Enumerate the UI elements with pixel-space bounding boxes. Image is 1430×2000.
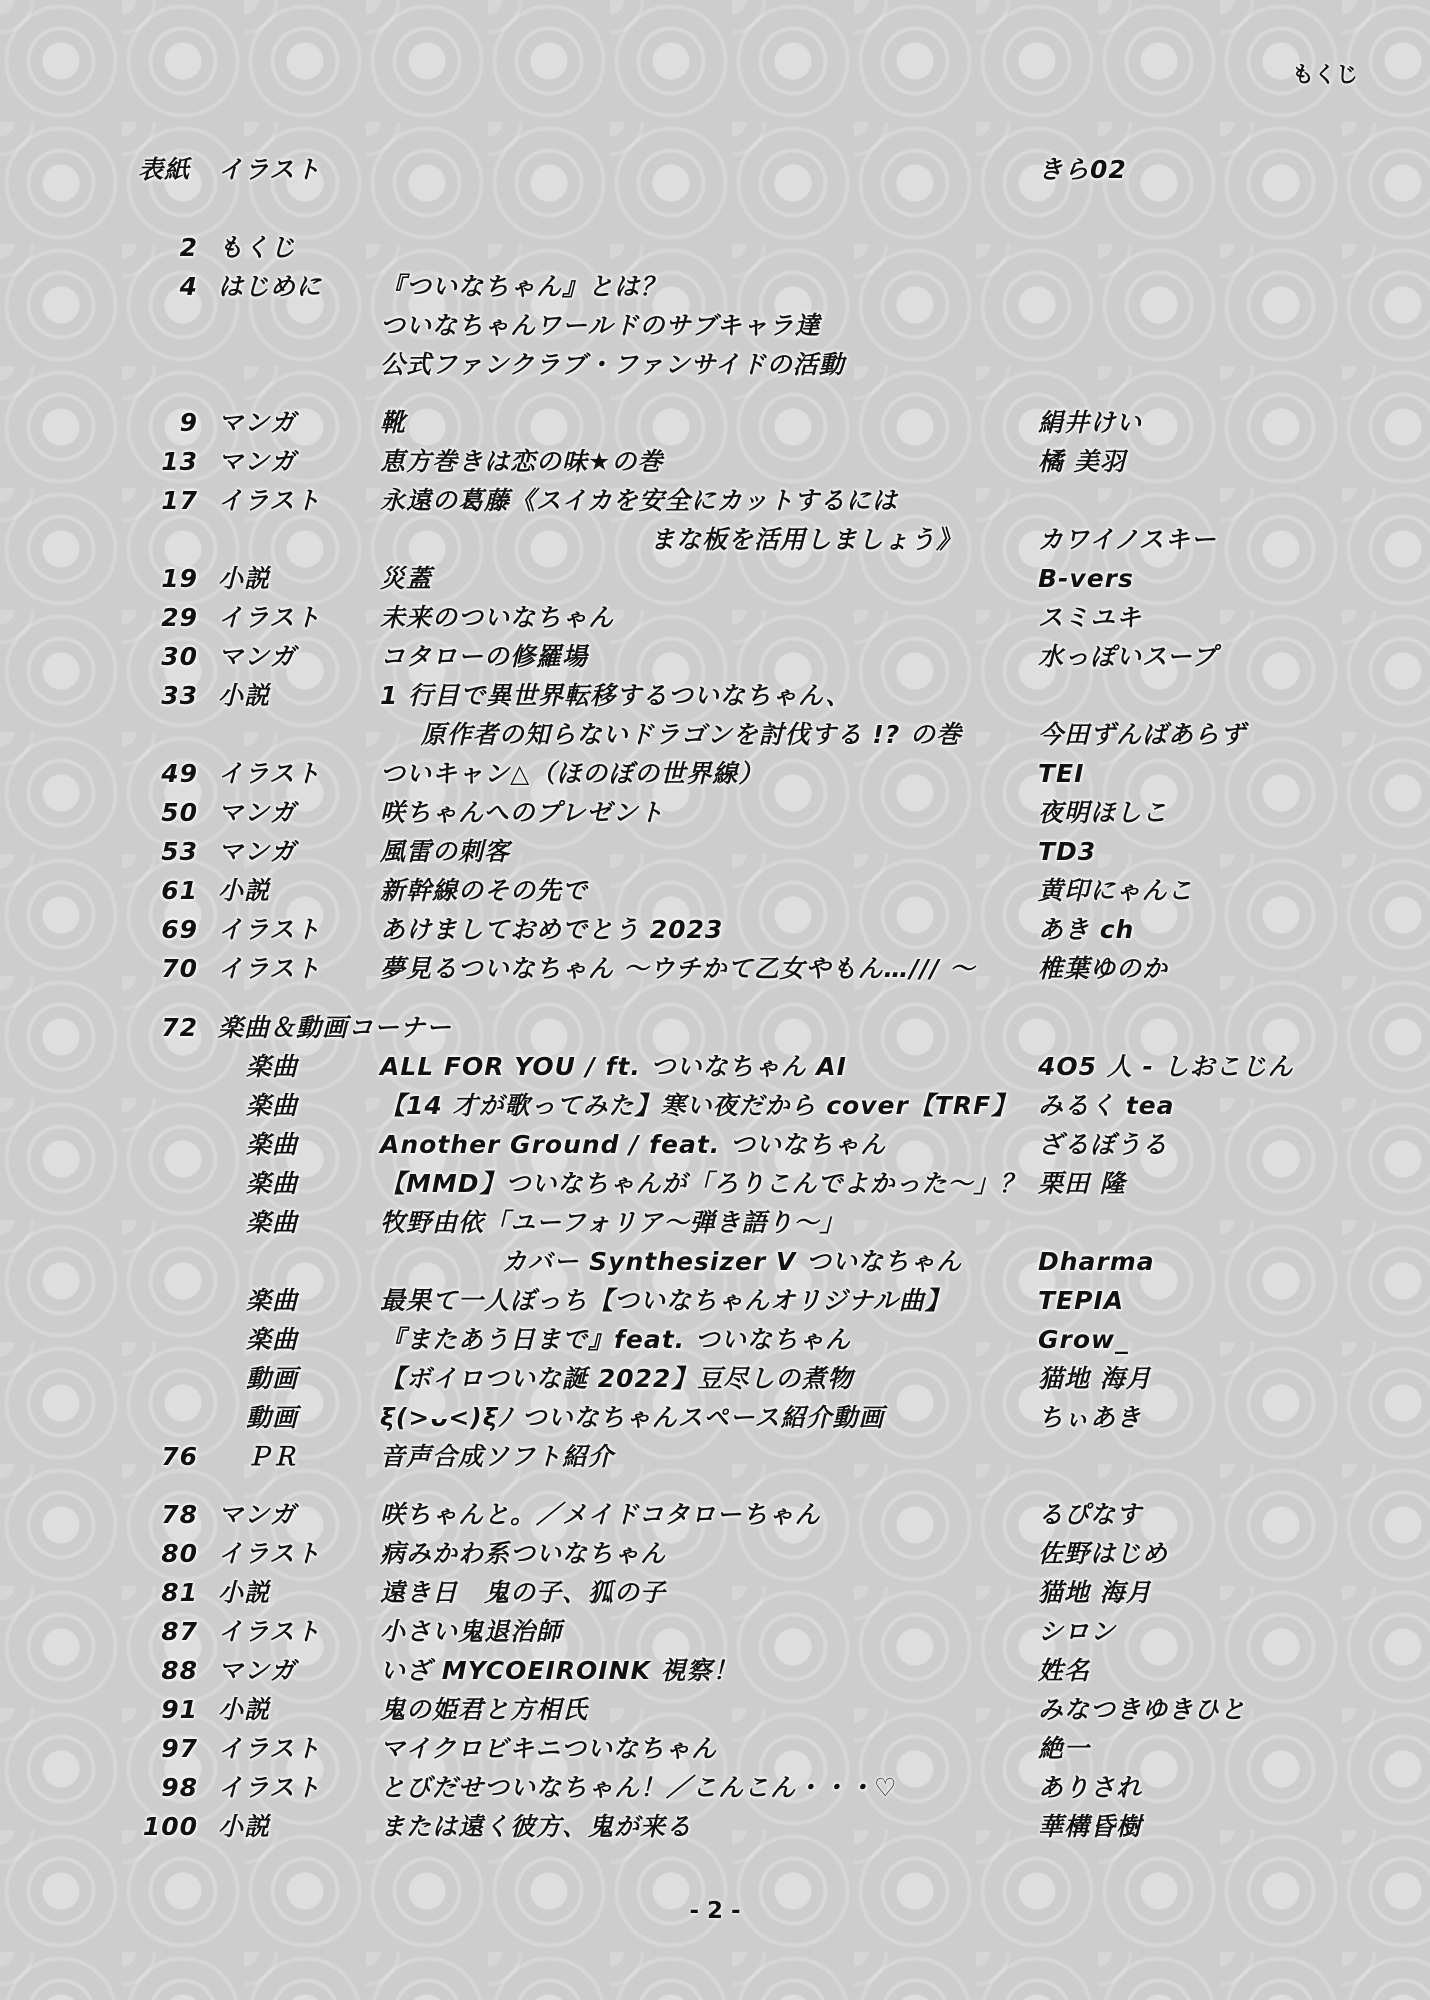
entry-title: とびだせついなちゃん！／こんこん・・・♡: [380, 1773, 898, 1802]
cover-author: きら02: [1038, 155, 1127, 184]
entry-author: 佐野はじめ: [1038, 1539, 1169, 1568]
entry-author: TEI: [1038, 759, 1085, 788]
entry-author: 椎葉ゆのか: [1038, 954, 1169, 983]
toc-row: [0, 873, 1430, 909]
toc-row: [0, 1770, 1430, 1806]
entry-title: ついキャン△（ほのぼの世界線）: [380, 759, 765, 788]
toc-row: [0, 1575, 1430, 1611]
entry-title: 『ついなちゃん』とは？: [380, 272, 667, 301]
entry-title: 咲ちゃんと。／メイドコタローちゃん: [380, 1500, 821, 1529]
toc-row: [0, 756, 1430, 792]
entry-title: 音声合成ソフト紹介: [380, 1442, 615, 1471]
toc-row: [0, 1088, 1430, 1124]
page-number: 19: [161, 564, 198, 593]
toc-row: [0, 1809, 1430, 1845]
category-label: イラスト: [218, 759, 322, 788]
category-label: 動画: [246, 1364, 299, 1393]
category-label: 楽曲: [246, 1169, 299, 1198]
entry-title: 原作者の知らないドラゴンを討伐する !? の巻: [420, 720, 962, 749]
toc-row-continuation: [0, 347, 1430, 383]
category-label: 楽曲: [246, 1130, 299, 1159]
category-label: もくじ: [218, 233, 297, 262]
toc-row: [0, 834, 1430, 870]
toc-row: [0, 1361, 1430, 1397]
page-number: 78: [161, 1500, 198, 1529]
category-label: 小説: [218, 876, 271, 905]
entry-title: 【ボイロついな誕 2022】豆尽しの煮物: [380, 1364, 854, 1393]
toc-row: [0, 269, 1430, 305]
page-number: 13: [161, 447, 198, 476]
entry-title: 『またあう日まで』feat. ついなちゃん: [380, 1325, 851, 1354]
category-label: 楽曲: [246, 1286, 299, 1315]
entry-author: スミユキ: [1038, 603, 1143, 632]
category-label: イラスト: [218, 1773, 322, 1802]
entry-author: ちぃあき: [1038, 1403, 1143, 1432]
category-label: マンガ: [218, 1500, 297, 1529]
category-label: 楽曲: [246, 1208, 299, 1237]
entry-author: 絶一: [1038, 1734, 1091, 1763]
entry-author: 夜明ほしこ: [1038, 798, 1169, 827]
entry-author: 水っぽいスープ: [1038, 642, 1218, 671]
page-number: 53: [161, 837, 198, 866]
entry-title: 公式ファンクラブ・ファンサイドの活動: [380, 350, 845, 379]
entry-title: 靴: [380, 408, 407, 437]
cover-category: イラスト: [218, 155, 322, 184]
page-number: 80: [161, 1539, 198, 1568]
entry-author: 姓名: [1038, 1656, 1091, 1685]
entry-title: 未来のついなちゃん: [380, 603, 615, 632]
entry-title: Another Ground / feat. ついなちゃん: [380, 1130, 886, 1159]
category-label: イラスト: [218, 603, 322, 632]
page-number: 50: [161, 798, 198, 827]
page-number: 72: [161, 1013, 198, 1042]
entry-title: 風雷の刺客: [380, 837, 511, 866]
entry-author: 橘 美羽: [1038, 447, 1126, 476]
entry-author: 栗田 隆: [1038, 1169, 1126, 1198]
entry-author: ありされ: [1038, 1773, 1143, 1802]
toc-row: [0, 639, 1430, 675]
page-number: 2: [179, 233, 198, 262]
entry-author: みるく tea: [1038, 1091, 1175, 1120]
entry-title: ついなちゃんワールドのサブキャラ達: [380, 311, 821, 340]
category-label: マンガ: [218, 798, 297, 827]
entry-title: ALL FOR YOU / ft. ついなちゃん AI: [380, 1052, 847, 1081]
toc-row: [0, 1497, 1430, 1533]
toc-row: [0, 912, 1430, 948]
toc-row: [0, 678, 1430, 714]
category-label: 楽曲: [246, 1052, 299, 1081]
toc-row: [0, 1166, 1430, 1202]
category-label: マンガ: [218, 1656, 297, 1685]
entry-title: 牧野由依「ユーフォリア〜弾き語り〜」: [380, 1208, 846, 1237]
section-label: 楽曲＆動画コーナー: [218, 1013, 453, 1042]
entry-author: カワイノスキー: [1038, 525, 1217, 554]
entry-author: るぴなす: [1038, 1500, 1143, 1529]
entry-author: みなつきゆきひと: [1038, 1695, 1247, 1724]
page-number: 61: [161, 876, 198, 905]
toc-row: [0, 1692, 1430, 1728]
toc-row: [0, 1439, 1430, 1475]
entry-author: 猫地 海月: [1038, 1364, 1152, 1393]
entry-author: あき ch: [1038, 915, 1135, 944]
category-label: マンガ: [218, 447, 297, 476]
page-number: 87: [161, 1617, 198, 1646]
page-number: 33: [161, 681, 198, 710]
category-label: 小説: [218, 1578, 271, 1607]
toc-row: [0, 405, 1430, 441]
page-number: 70: [161, 954, 198, 983]
page-number: 17: [161, 486, 198, 515]
page-number: 100: [142, 1812, 198, 1841]
toc-section-row: [0, 1010, 1430, 1046]
toc-cover-row: [0, 152, 1430, 188]
category-label: イラスト: [218, 1617, 322, 1646]
category-label: 小説: [218, 1695, 271, 1724]
toc-row: [0, 1283, 1430, 1319]
entry-title: 新幹線のその先で: [380, 876, 589, 905]
entry-author: 猫地 海月: [1038, 1578, 1152, 1607]
entry-title: あけましておめでとう 2023: [380, 915, 724, 944]
page-number: 49: [161, 759, 198, 788]
category-label: 動画: [246, 1403, 299, 1432]
entry-title: 1 行目で異世界転移するついなちゃん、: [380, 681, 852, 710]
category-label: 楽曲: [246, 1325, 299, 1354]
page-number: 76: [161, 1442, 198, 1471]
toc-row: [0, 1400, 1430, 1436]
entry-author: 絹井けい: [1038, 408, 1143, 437]
toc-row: [0, 1205, 1430, 1241]
toc-row: [0, 561, 1430, 597]
toc-row-continuation: [0, 308, 1430, 344]
page-number: 91: [161, 1695, 198, 1724]
category-label: イラスト: [218, 1734, 322, 1763]
entry-title: 小さい鬼退治師: [380, 1617, 563, 1646]
page-number: 9: [179, 408, 198, 437]
entry-author: B-vers: [1038, 564, 1134, 593]
toc-row: [0, 230, 1430, 266]
page-number: 69: [161, 915, 198, 944]
entry-author: シロン: [1038, 1617, 1117, 1646]
toc-row: [0, 1127, 1430, 1163]
page-number: 97: [161, 1734, 198, 1763]
toc-row-continuation: [0, 717, 1430, 753]
toc-row: [0, 1536, 1430, 1572]
toc-row: [0, 951, 1430, 987]
page-number: 88: [161, 1656, 198, 1685]
entry-author: TEPIA: [1038, 1286, 1125, 1315]
entry-title: 咲ちゃんへのプレゼント: [380, 798, 665, 827]
entry-title: 夢見るついなちゃん 〜ウチかて乙女やもん…/// 〜: [380, 954, 976, 983]
entry-title: 永遠の葛藤《スイカを安全にカットするには: [380, 486, 898, 515]
category-label: はじめに: [218, 272, 323, 301]
page-number: 98: [161, 1773, 198, 1802]
entry-author: Grow_: [1038, 1325, 1129, 1354]
category-label: マンガ: [218, 837, 297, 866]
category-label: イラスト: [218, 486, 322, 515]
entry-title: マイクロビキニついなちゃん: [380, 1734, 718, 1763]
category-label: イラスト: [218, 954, 322, 983]
toc-row: [0, 1322, 1430, 1358]
entry-title: 恵方巻きは恋の味★の巻: [380, 447, 664, 476]
toc-row: [0, 483, 1430, 519]
page-section-label: もくじ: [1291, 63, 1358, 88]
entry-title: 鬼の姫君と方相氏: [380, 1695, 589, 1724]
category-label: 小説: [218, 564, 271, 593]
entry-title: または遠く彼方、鬼が来る: [380, 1812, 693, 1841]
toc-row: [0, 1653, 1430, 1689]
toc-row: [0, 600, 1430, 636]
toc-row: [0, 444, 1430, 480]
category-label: 小説: [218, 1812, 271, 1841]
entry-title: 【14 才が歌ってみた】寒い夜だから cover【TRF】: [380, 1091, 1018, 1120]
page-number: 81: [161, 1578, 198, 1607]
toc-row: [0, 1049, 1430, 1085]
toc-row: [0, 795, 1430, 831]
entry-author: ざるぼうる: [1038, 1130, 1169, 1159]
toc-row-continuation: [0, 1244, 1430, 1280]
entry-title: 病みかわ系ついなちゃん: [380, 1539, 667, 1568]
category-label: マンガ: [218, 642, 297, 671]
entry-title: 災蓋: [380, 564, 433, 593]
footer-page-number: - 2 -: [689, 1898, 741, 1924]
category-label: イラスト: [218, 1539, 322, 1568]
entry-title: いざ MYCOEIROINK 視察！: [380, 1656, 739, 1685]
entry-title: 遠き日 鬼の子、狐の子: [380, 1578, 667, 1607]
category-label: マンガ: [218, 408, 297, 437]
entry-title: まな板を活用しましょう》: [649, 525, 962, 554]
toc-row: [0, 1731, 1430, 1767]
page-number: 4: [179, 272, 198, 301]
category-label: ＰＲ: [246, 1442, 299, 1471]
entry-title: ξ(>ᴗ<)ξﾉ ついなちゃんスペース紹介動画: [380, 1403, 885, 1432]
cover-label: 表紙: [137, 155, 190, 184]
page-number: 29: [161, 603, 198, 632]
toc-row: [0, 1614, 1430, 1650]
toc-row-continuation: [0, 522, 1430, 558]
entry-title: 【MMD】ついなちゃんが「ろりこんでよかった〜」？: [380, 1169, 1026, 1198]
category-label: 小説: [218, 681, 271, 710]
entry-author: 今田ずんばあらず: [1038, 720, 1247, 749]
entry-author: TD3: [1038, 837, 1097, 866]
page-number: 30: [161, 642, 198, 671]
category-label: 楽曲: [246, 1091, 299, 1120]
entry-author: 華構昏樹: [1038, 1812, 1143, 1841]
entry-author: 4O5 人 - しおこじん: [1038, 1052, 1294, 1081]
entry-author: 黄印にゃんこ: [1038, 876, 1194, 905]
entry-author: Dharma: [1038, 1247, 1155, 1276]
entry-title: 最果て一人ぼっち【ついなちゃんオリジナル曲】: [380, 1286, 951, 1315]
entry-title: コタローの修羅場: [380, 642, 589, 671]
entry-title: カバー Synthesizer V ついなちゃん: [501, 1247, 962, 1276]
category-label: イラスト: [218, 915, 322, 944]
